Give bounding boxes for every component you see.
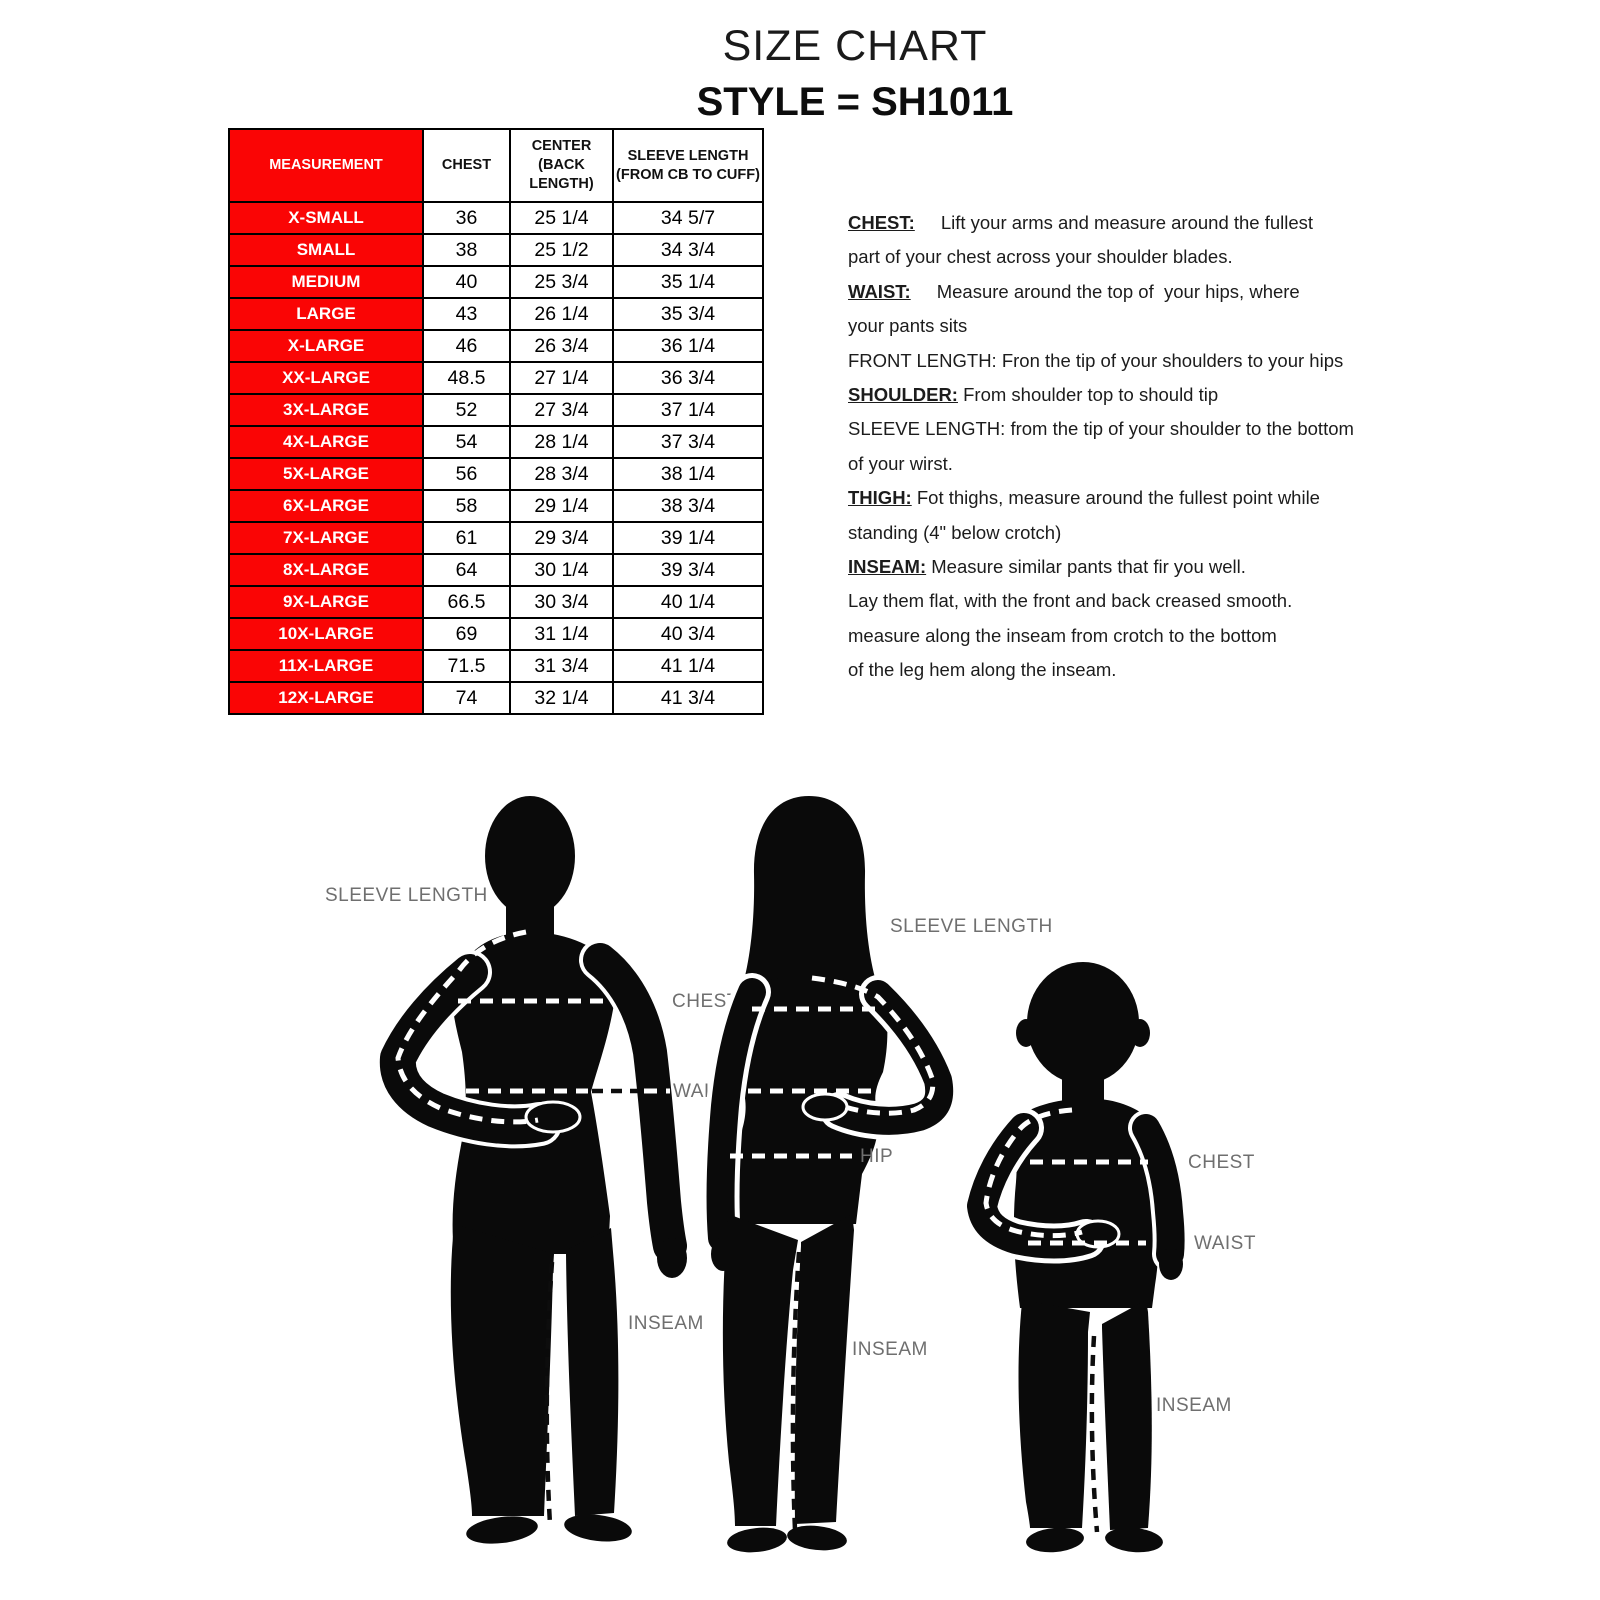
size-label-cell: SMALL <box>229 234 423 266</box>
size-label-cell: 4X-LARGE <box>229 426 423 458</box>
man-left-foot <box>465 1513 540 1548</box>
instruction-text: part of your chest across your shoulder blades. <box>848 246 1233 268</box>
size-label-cell: LARGE <box>229 298 423 330</box>
man-waist-label: WAIST <box>673 1081 735 1102</box>
table-row <box>229 298 763 330</box>
measurement-instructions <box>848 206 1388 688</box>
sleeve-cell: 35 1/4 <box>613 266 763 298</box>
table-row <box>229 650 763 682</box>
instruction-line <box>848 378 1388 412</box>
table-row <box>229 330 763 362</box>
chest-cell: 66.5 <box>423 586 510 618</box>
instruction-line <box>848 516 1388 550</box>
instruction-line <box>848 309 1388 343</box>
sleeve-cell: 41 1/4 <box>613 650 763 682</box>
size-label-cell: 3X-LARGE <box>229 394 423 426</box>
table-row <box>229 362 763 394</box>
chest-cell: 40 <box>423 266 510 298</box>
sleeve-cell: 41 3/4 <box>613 682 763 714</box>
column-header-3: SLEEVE LENGTH (FROM CB TO CUFF) <box>613 129 763 202</box>
instruction-line <box>848 275 1388 309</box>
sleeve-cell: 34 3/4 <box>613 234 763 266</box>
sleeve-cell: 34 5/7 <box>613 202 763 234</box>
center_back-cell: 29 1/4 <box>510 490 613 522</box>
instruction-line <box>848 481 1388 515</box>
center_back-cell: 25 1/2 <box>510 234 613 266</box>
column-header-1: CHEST <box>423 129 510 202</box>
woman-inseam-label: INSEAM <box>852 1339 928 1360</box>
table-row <box>229 458 763 490</box>
instruction-term: WAIST: <box>848 280 911 302</box>
table-row <box>229 618 763 650</box>
center_back-cell: 27 3/4 <box>510 394 613 426</box>
woman-right-hand <box>803 1094 847 1120</box>
style-subtitle: STYLE = SH1011 <box>696 80 1014 124</box>
man-sleeve-length-label: SLEEVE LENGTH <box>325 885 488 906</box>
size-label-cell: 5X-LARGE <box>229 458 423 490</box>
instruction-line <box>848 550 1388 584</box>
man-left-leg <box>451 1224 554 1516</box>
child-chest-label: CHEST <box>1188 1152 1255 1173</box>
man-figure <box>325 796 739 1547</box>
instruction-text: Fot thighs, measure around the fullest point while <box>916 487 1320 509</box>
instruction-text: FRONT LENGTH: Fron the tip of your shoulders to your hips <box>848 349 1344 371</box>
chest-cell: 52 <box>423 394 510 426</box>
child-head <box>1027 962 1139 1084</box>
woman-hip-label: HIP <box>860 1146 894 1167</box>
instruction-term: INSEAM: <box>848 556 927 578</box>
page-title: SIZE CHART <box>722 22 988 70</box>
table-row <box>229 682 763 714</box>
chest-cell: 48.5 <box>423 362 510 394</box>
column-header-2: CENTER (BACK LENGTH) <box>510 129 613 202</box>
size-label-cell: 8X-LARGE <box>229 554 423 586</box>
instruction-line <box>848 447 1388 481</box>
table-header-row <box>229 129 763 202</box>
instruction-term: THIGH: <box>848 487 912 509</box>
child-right-foot <box>1104 1526 1164 1555</box>
center_back-cell: 26 1/4 <box>510 298 613 330</box>
center_back-cell: 31 1/4 <box>510 618 613 650</box>
instruction-text: of your wirst. <box>848 452 953 474</box>
sleeve-cell: 38 3/4 <box>613 490 763 522</box>
instruction-line <box>848 240 1388 274</box>
size-label-cell: 11X-LARGE <box>229 650 423 682</box>
chest-cell: 46 <box>423 330 510 362</box>
size-label-cell: 7X-LARGE <box>229 522 423 554</box>
child-inseam-line <box>1092 1336 1097 1532</box>
chest-cell: 61 <box>423 522 510 554</box>
measurement-figures <box>0 780 1600 1600</box>
center_back-cell: 25 3/4 <box>510 266 613 298</box>
table-row <box>229 586 763 618</box>
sleeve-cell: 37 1/4 <box>613 394 763 426</box>
center_back-cell: 27 1/4 <box>510 362 613 394</box>
instruction-line <box>848 412 1388 446</box>
man-right-foot <box>563 1511 634 1545</box>
child-figure <box>982 962 1256 1554</box>
instruction-line <box>848 206 1388 240</box>
woman-sleeve-length-label: SLEEVE LENGTH <box>890 916 1053 937</box>
chest-cell: 71.5 <box>423 650 510 682</box>
table-row <box>229 234 763 266</box>
table-row <box>229 554 763 586</box>
sleeve-cell: 40 3/4 <box>613 618 763 650</box>
size-label-cell: MEDIUM <box>229 266 423 298</box>
center_back-cell: 28 3/4 <box>510 458 613 490</box>
man-chest-label: CHEST <box>672 991 739 1012</box>
child-right-leg <box>1102 1300 1152 1530</box>
child-waist-label: WAIST <box>1194 1233 1256 1254</box>
instruction-line <box>848 619 1388 653</box>
chest-cell: 74 <box>423 682 510 714</box>
chest-cell: 36 <box>423 202 510 234</box>
center_back-cell: 28 1/4 <box>510 426 613 458</box>
size-label-cell: X-LARGE <box>229 330 423 362</box>
chest-cell: 54 <box>423 426 510 458</box>
instruction-line <box>848 584 1388 618</box>
sleeve-cell: 36 3/4 <box>613 362 763 394</box>
instruction-text: Lift your arms and measure around the fullest <box>940 212 1314 233</box>
table-row <box>229 394 763 426</box>
size-chart-table <box>228 128 764 715</box>
child-inseam-label: INSEAM <box>1156 1395 1232 1416</box>
child-left-leg <box>1019 1300 1090 1528</box>
chest-cell: 38 <box>423 234 510 266</box>
center_back-cell: 26 3/4 <box>510 330 613 362</box>
size-label-cell: 10X-LARGE <box>229 618 423 650</box>
chest-cell: 64 <box>423 554 510 586</box>
table-row <box>229 202 763 234</box>
size-label-cell: 9X-LARGE <box>229 586 423 618</box>
table-row <box>229 490 763 522</box>
man-right-hand <box>657 1238 687 1278</box>
size-label-cell: X-SMALL <box>229 202 423 234</box>
instruction-text: your pants sits <box>848 315 968 337</box>
center_back-cell: 30 1/4 <box>510 554 613 586</box>
size-label-cell: 6X-LARGE <box>229 490 423 522</box>
center_back-cell: 30 3/4 <box>510 586 613 618</box>
center_back-cell: 31 3/4 <box>510 650 613 682</box>
instruction-text: Lay them flat, with the front and back creased smooth. <box>848 590 1293 612</box>
table-row <box>229 522 763 554</box>
woman-right-leg <box>795 1214 854 1524</box>
size-label-cell: XX-LARGE <box>229 362 423 394</box>
size-label-cell: 12X-LARGE <box>229 682 423 714</box>
sleeve-cell: 35 3/4 <box>613 298 763 330</box>
woman-left-foot <box>726 1525 788 1555</box>
instruction-text: Measure around the top of your hips, where <box>936 280 1300 302</box>
instruction-term: CHEST: <box>848 212 915 233</box>
woman-left-leg <box>723 1214 798 1526</box>
man-right-leg <box>566 1228 618 1516</box>
sleeve-cell: 36 1/4 <box>613 330 763 362</box>
sleeve-cell: 39 1/4 <box>613 522 763 554</box>
sleeve-cell: 39 3/4 <box>613 554 763 586</box>
table-row <box>229 426 763 458</box>
center_back-cell: 25 1/4 <box>510 202 613 234</box>
man-left-hand <box>526 1102 580 1132</box>
child-left-foot <box>1025 1526 1085 1555</box>
instruction-text: measure along the inseam from crotch to the bottom <box>848 624 1277 646</box>
column-header-0: MEASUREMENT <box>229 129 423 202</box>
chest-cell: 43 <box>423 298 510 330</box>
instruction-text: of the leg hem along the inseam. <box>848 659 1117 681</box>
instruction-text: SLEEVE LENGTH: from the tip of your shoulder to the bottom <box>848 418 1354 440</box>
sleeve-cell: 38 1/4 <box>613 458 763 490</box>
instruction-line <box>848 653 1388 687</box>
man-inseam-label: INSEAM <box>628 1313 704 1334</box>
sleeve-cell: 37 3/4 <box>613 426 763 458</box>
center_back-cell: 29 3/4 <box>510 522 613 554</box>
instruction-text: From shoulder top to should tip <box>963 384 1219 406</box>
instruction-term: SHOULDER: <box>848 384 958 406</box>
child-right-hand <box>1159 1248 1183 1280</box>
woman-hair-head <box>742 796 878 998</box>
instruction-text: standing (4" below crotch) <box>848 521 1062 543</box>
chest-cell: 58 <box>423 490 510 522</box>
sleeve-cell: 40 1/4 <box>613 586 763 618</box>
center_back-cell: 32 1/4 <box>510 682 613 714</box>
instruction-line <box>848 344 1388 378</box>
table-row <box>229 266 763 298</box>
instruction-text: Measure similar pants that fir you well. <box>931 556 1246 578</box>
chest-cell: 69 <box>423 618 510 650</box>
chest-cell: 56 <box>423 458 510 490</box>
